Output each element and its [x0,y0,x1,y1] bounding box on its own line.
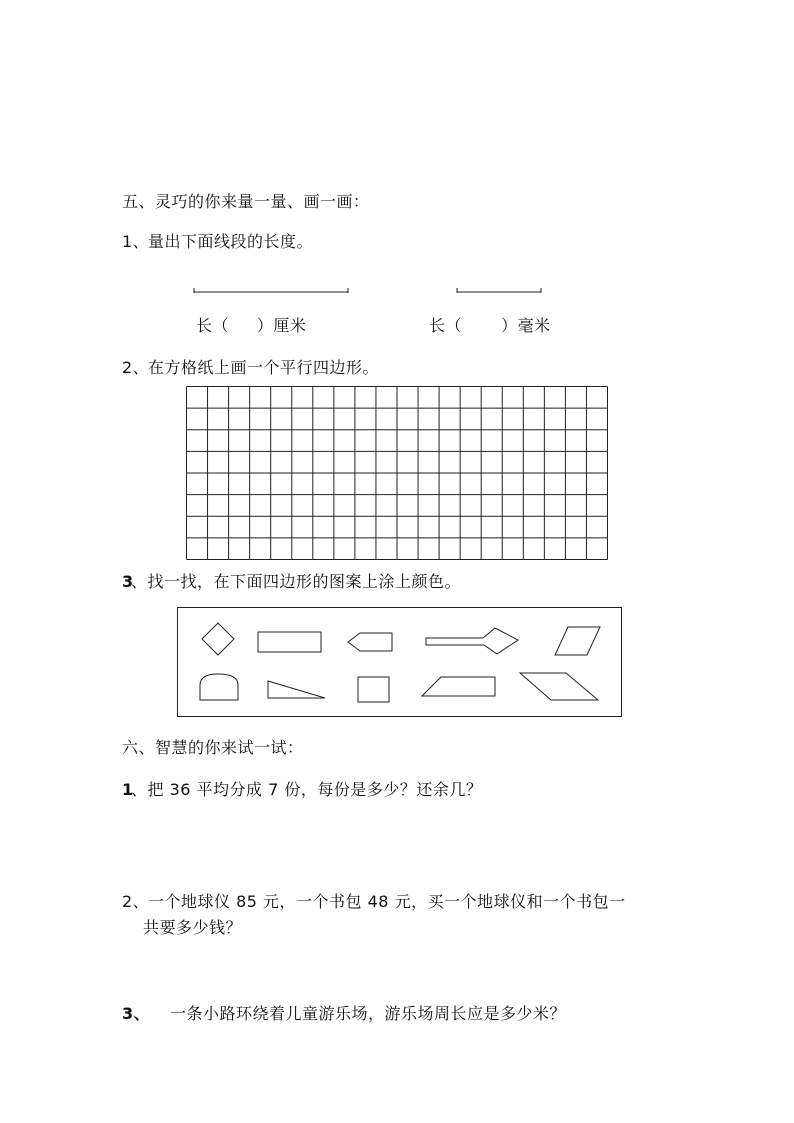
section-6-question-2-line-1: 一个地球仪 85 元，一个书包 48 元，买一个地球仪和一个书包一 [148,892,626,911]
shape-pentagon-arrow [348,633,392,651]
section-6-question-3-text: 一条小路环绕着儿童游乐场，游乐场周长应是多少米？ [170,1004,567,1023]
shape-rectangle [258,632,321,652]
question-3-text: 、找一找，在下面四边形的图案上涂上颜色。 [131,572,462,591]
answer-length-cm: 长（ ）厘米 [196,316,307,335]
shape-key-shape [426,628,518,654]
section-6-question-1-number: 1 [122,780,134,799]
section-6-heading: 六、智慧的你来试一试： [122,738,304,757]
section-6-question-2-line-2: 共要多少钱？ [143,918,243,937]
shape-semicircle-arch [200,674,238,700]
section-6-question-3-number: 3、 [122,1004,151,1023]
shape-parallelogram-small [555,627,600,655]
question-2-text: 在方格纸上画一个平行四边形。 [148,358,380,377]
section-5-heading: 五、灵巧的你来量一量、画一画： [122,192,370,211]
grid-paper [186,386,608,560]
question-2-number: 2、 [122,358,150,377]
shapes-panel [177,607,623,719]
shape-parallelogram-slanted [520,673,598,700]
shape-right-triangle [268,681,325,698]
question-1-text: 量出下面线段的长度。 [148,232,314,251]
section-6-question-2-number: 2、 [122,892,150,911]
answer-length-mm: 长（ ）毫米 [429,316,551,335]
question-1-number: 1、 [122,232,150,251]
question-3-number: 3 [122,572,134,591]
shape-trapezoid [422,677,495,696]
section-6-question-1-text: 、把 36 平均分成 7 份，每份是多少？还余几？ [131,780,483,799]
shape-diamond [202,623,234,655]
shape-square [358,677,389,702]
